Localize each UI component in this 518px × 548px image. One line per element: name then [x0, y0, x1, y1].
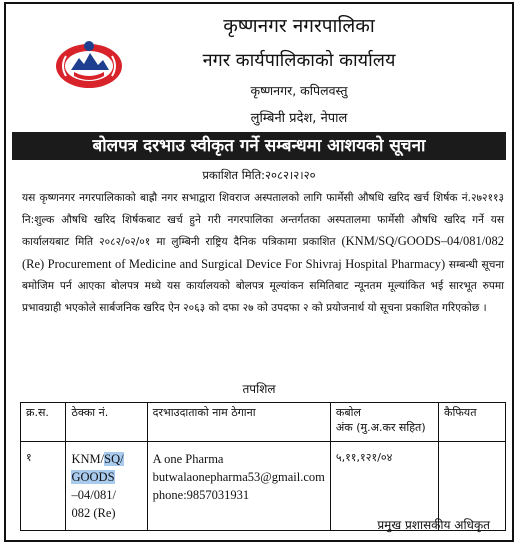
- notice-document: [4, 2, 514, 542]
- header-remarks: कैफियत: [439, 403, 506, 442]
- office-address: कृष्णनगर, कपिलवस्तु: [250, 83, 348, 98]
- bidder-name: A one Pharma: [152, 452, 224, 466]
- header-bid-amount: कबोल अंक (मु.अ.कर सहित): [330, 403, 438, 442]
- bid-details-table: [20, 402, 506, 531]
- cell-contract-no: KNM/SQ/ GOODS –04/081/ 082 (Re): [66, 442, 147, 531]
- table-header-row: [21, 403, 506, 442]
- header-serial-no: क्र.स.: [21, 403, 66, 442]
- body-paragraph-start: यस कृष्णनगर नगरपालिकाको बाह्रौ नगर सभाद्वारा शिवराज अस्पतालको लागि फार्मेसी औषधि खरिद खर्च शिर्षक नं.२७२११३ नि:शुल्क औषधि खरिद शिर्षकबाट खर्च हुने गरी नगरपालिका अन्तर्गतका अस्पतालमा फार्मेसी औषधि खरिद गर्ने यस कार्यालयबाट मिति २०८२/०२/०१ मा लुम्बिनी राष्ट्रिय दैनिक पत्रिकामा प्रकाशित: [22, 192, 504, 248]
- procurement-reference: (KNM/SQ/GOODS–04/081/082 (Re) Procurement of Medicine and Surgical Device For Shivraj Hospital Pharmacy): [22, 234, 504, 271]
- header-bidder: दरभाउदाताको नाम ठेगाना: [147, 403, 330, 442]
- notice-title-banner: बोलपत्र दरभाउ स्वीकृत गर्ने सम्बन्धमा आशयको सूचना: [12, 132, 506, 160]
- cell-bid-amount: ५,११,१२१/०४: [330, 442, 438, 531]
- notice-body: [22, 188, 504, 319]
- province-name: लुम्बिनी प्रदेश, नेपाल: [250, 111, 348, 126]
- bidder-phone: phone:9857031931: [152, 488, 250, 502]
- cell-serial-no: १: [21, 442, 66, 531]
- office-name: नगर कार्यपालिकाको कार्यालय: [202, 50, 396, 71]
- cell-bidder-info: [147, 442, 330, 531]
- municipality-name: कृष्णनगर नगरपालिका: [223, 15, 375, 37]
- header-contract-no: ठेक्का नं.: [66, 403, 147, 442]
- details-heading: तपशिल: [242, 382, 276, 396]
- body-paragraph-end: सम्बन्धी सूचना बमोजिम पर्न आएका बोलपत्र मध्ये यस कार्यालयको बोलपत्र मूल्यांकन समितिबाट न्यूनतम मूल्यांकित भई सारभूत रुपमा प्रभावग्राही भएकोले सार्बजनिक खरिद ऐन २०६३ को दफा २७ को उपदफा २ को प्रयोजनार्थ यो सूचना प्रकाशित गरिएकोछ ।: [22, 258, 504, 314]
- publish-date: प्रकाशित मिति:२०८२।२।२०: [202, 168, 316, 182]
- bidder-email: butwalaonepharma53@gmail.com: [152, 470, 325, 484]
- signatory-title: प्रमुख प्रशासकीय अधिकृत: [377, 518, 490, 532]
